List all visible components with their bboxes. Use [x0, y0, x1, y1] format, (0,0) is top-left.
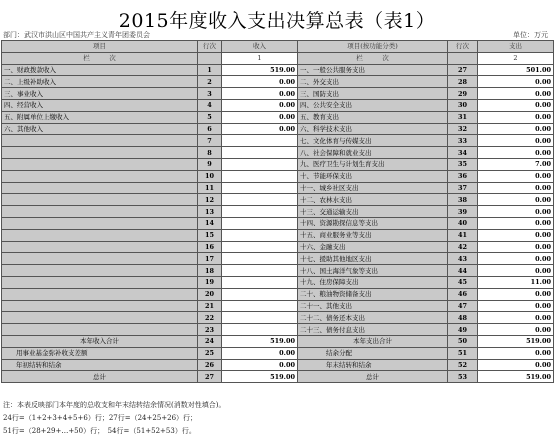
income-amount: [222, 217, 298, 229]
expense-item-label: 十三、交通运输支出: [298, 206, 448, 218]
income-line-number: 4: [198, 99, 222, 111]
income-line-number: 16: [198, 241, 222, 253]
table-row: [2, 182, 554, 194]
expense-amount: 0.00: [478, 147, 554, 159]
expense-item-label: 一、一般公共服务支出: [298, 64, 448, 76]
total-row: [2, 347, 554, 359]
expense-amount: 0.00: [478, 359, 554, 371]
income-item-label: [2, 194, 198, 206]
expense-amount: 0.00: [478, 253, 554, 265]
total-row: [2, 335, 554, 347]
expense-line-number: 48: [448, 312, 478, 324]
table-row: [2, 111, 554, 123]
expense-item-label: 六、科学技术支出: [298, 123, 448, 135]
income-line-number: 10: [198, 170, 222, 182]
income-line-number: 15: [198, 229, 222, 241]
expense-line-number: 41: [448, 229, 478, 241]
table-row: [2, 158, 554, 170]
table-row: [2, 206, 554, 218]
table-row: [2, 170, 554, 182]
expense-amount: 0.00: [478, 312, 554, 324]
expense-item-label: 八、社会保障和就业支出: [298, 147, 448, 159]
income-line-number: 7: [198, 135, 222, 147]
table-row: [2, 276, 554, 288]
expense-line-number: 53: [448, 371, 478, 383]
income-line-number: 25: [198, 347, 222, 359]
income-line-number: 24: [198, 335, 222, 347]
income-item-label: [2, 241, 198, 253]
income-item-label: 总计: [2, 371, 198, 383]
expense-line-number: 27: [448, 64, 478, 76]
table-row: [2, 253, 554, 265]
table-subheader-row: [2, 52, 554, 64]
expense-item-label: 结余分配: [298, 347, 448, 359]
expense-item-label: 三、国防支出: [298, 88, 448, 100]
income-item-label: [2, 206, 198, 218]
expense-line-number: 34: [448, 147, 478, 159]
income-amount: 519.00: [222, 64, 298, 76]
subheader-col-expense: 栏 次: [298, 52, 448, 64]
income-line-number: 26: [198, 359, 222, 371]
subheader-blank: [198, 52, 222, 64]
expense-line-number: 33: [448, 135, 478, 147]
table-row: [2, 312, 554, 324]
income-line-number: 20: [198, 288, 222, 300]
table-row: [2, 217, 554, 229]
income-line-number: 3: [198, 88, 222, 100]
income-amount: [222, 229, 298, 241]
income-item-label: 年初结转和结余: [2, 359, 198, 371]
table-row: [2, 123, 554, 135]
income-item-label: 五、附属单位上缴收入: [2, 111, 198, 123]
subheader-blank-expense: [448, 52, 478, 64]
income-line-number: 17: [198, 253, 222, 265]
expense-item-label: 十九、住房保障支出: [298, 276, 448, 288]
expense-item-label: 十七、援助其他地区支出: [298, 253, 448, 265]
table-row: [2, 64, 554, 76]
table-row: [2, 194, 554, 206]
footnote-line: 51行=（28+29+…+50）行； 54行=（51+52+53）行。: [3, 427, 196, 435]
expense-amount: 0.00: [478, 88, 554, 100]
expense-item-label: 二十三、债务付息支出: [298, 324, 448, 336]
expense-amount: 0.00: [478, 347, 554, 359]
expense-item-label: 十四、资源勘探信息等支出: [298, 217, 448, 229]
expense-amount: 0.00: [478, 123, 554, 135]
income-amount: 0.00: [222, 99, 298, 111]
table-row: [2, 147, 554, 159]
expense-line-number: 49: [448, 324, 478, 336]
expense-line-number: 52: [448, 359, 478, 371]
expense-amount: 0.00: [478, 111, 554, 123]
expense-line-number: 51: [448, 347, 478, 359]
expense-item-label: 二、外交支出: [298, 76, 448, 88]
income-item-label: [2, 312, 198, 324]
income-line-number: 11: [198, 182, 222, 194]
expense-item-label: 二十一、其他支出: [298, 300, 448, 312]
table-row: [2, 135, 554, 147]
header-item-expense: 项目(按功能分类): [298, 41, 448, 53]
income-line-number: 19: [198, 276, 222, 288]
department-label: 部门：武汉市洪山区中国共产主义青年团委员会: [3, 31, 150, 39]
income-amount: [222, 324, 298, 336]
income-item-label: [2, 265, 198, 277]
income-item-label: [2, 300, 198, 312]
income-amount: [222, 170, 298, 182]
expense-item-label: 年末结转和结余: [298, 359, 448, 371]
expense-amount: 0.00: [478, 206, 554, 218]
income-item-label: [2, 170, 198, 182]
income-line-number: 18: [198, 265, 222, 277]
table-row: [2, 324, 554, 336]
table-row: [2, 288, 554, 300]
expense-amount: 0.00: [478, 182, 554, 194]
income-amount: 519.00: [222, 335, 298, 347]
expense-item-label: 总计: [298, 371, 448, 383]
income-amount: [222, 135, 298, 147]
income-line-number: 5: [198, 111, 222, 123]
income-line-number: 6: [198, 123, 222, 135]
income-amount: 0.00: [222, 123, 298, 135]
income-amount: 0.00: [222, 111, 298, 123]
table-row: [2, 265, 554, 277]
income-item-label: 本年收入合计: [2, 335, 198, 347]
expense-item-label: 二十、粮油物资储备支出: [298, 288, 448, 300]
expense-amount: 501.00: [478, 64, 554, 76]
expense-amount: 0.00: [478, 265, 554, 277]
income-item-label: 六、其他收入: [2, 123, 198, 135]
expense-item-label: 十六、金融支出: [298, 241, 448, 253]
header-item: 项目: [2, 41, 198, 53]
total-row: [2, 359, 554, 371]
income-amount: 0.00: [222, 88, 298, 100]
expense-amount: 0.00: [478, 229, 554, 241]
income-item-label: [2, 288, 198, 300]
header-income: 收入: [222, 41, 298, 53]
report-title: 2015年度收入支出决算总表（表1）: [118, 10, 436, 32]
expense-amount: 0.00: [478, 217, 554, 229]
income-amount: 0.00: [222, 359, 298, 371]
income-line-number: 14: [198, 217, 222, 229]
subheader-income-col: 1: [222, 52, 298, 64]
income-item-label: 一、财政拨款收入: [2, 64, 198, 76]
income-item-label: 用事业基金弥补收支差额: [2, 347, 198, 359]
expense-line-number: 29: [448, 88, 478, 100]
expense-amount: 0.00: [478, 288, 554, 300]
income-amount: [222, 147, 298, 159]
unit-label: 单位：万元: [513, 31, 548, 39]
income-amount: [222, 300, 298, 312]
expense-item-label: 七、文化体育与传媒支出: [298, 135, 448, 147]
header-line-expense: 行次: [448, 41, 478, 53]
expense-amount: 0.00: [478, 170, 554, 182]
expense-line-number: 47: [448, 300, 478, 312]
income-amount: 0.00: [222, 76, 298, 88]
expense-line-number: 36: [448, 170, 478, 182]
expense-line-number: 38: [448, 194, 478, 206]
income-item-label: [2, 229, 198, 241]
income-amount: [222, 206, 298, 218]
income-line-number: 1: [198, 64, 222, 76]
footnotes: [3, 399, 225, 438]
total-row: [2, 371, 554, 383]
expense-line-number: 28: [448, 76, 478, 88]
expense-item-label: 九、医疗卫生与计划生育支出: [298, 158, 448, 170]
expense-line-number: 42: [448, 241, 478, 253]
table-row: [2, 76, 554, 88]
table-row: [2, 300, 554, 312]
expense-line-number: 40: [448, 217, 478, 229]
income-item-label: 二、上级补助收入: [2, 76, 198, 88]
subheader-expense-col: 2: [478, 52, 554, 64]
income-amount: [222, 265, 298, 277]
income-item-label: [2, 253, 198, 265]
expense-item-label: 二十二、债务还本支出: [298, 312, 448, 324]
header-line: 行次: [198, 41, 222, 53]
expense-item-label: 四、公共安全支出: [298, 99, 448, 111]
table-row: [2, 99, 554, 111]
expense-amount: 0.00: [478, 300, 554, 312]
expense-line-number: 43: [448, 253, 478, 265]
income-item-label: [2, 276, 198, 288]
subheader-col: 栏 次: [2, 52, 198, 64]
expense-line-number: 46: [448, 288, 478, 300]
expense-amount: 7.00: [478, 158, 554, 170]
expense-line-number: 45: [448, 276, 478, 288]
expense-amount: 11.00: [478, 276, 554, 288]
income-line-number: 9: [198, 158, 222, 170]
income-item-label: [2, 182, 198, 194]
expense-amount: 0.00: [478, 76, 554, 88]
expense-amount: 0.00: [478, 194, 554, 206]
income-expense-table: [1, 40, 554, 383]
income-amount: [222, 253, 298, 265]
income-line-number: 27: [198, 371, 222, 383]
expense-line-number: 44: [448, 265, 478, 277]
expense-line-number: 50: [448, 335, 478, 347]
income-item-label: [2, 147, 198, 159]
expense-item-label: 十八、国土海洋气象等支出: [298, 265, 448, 277]
expense-amount: 0.00: [478, 324, 554, 336]
income-item-label: 四、经营收入: [2, 99, 198, 111]
expense-item-label: 十五、商业服务业等支出: [298, 229, 448, 241]
expense-item-label: 十一、城乡社区支出: [298, 182, 448, 194]
income-amount: [222, 194, 298, 206]
income-line-number: 8: [198, 147, 222, 159]
expense-item-label: 十二、农林水支出: [298, 194, 448, 206]
income-item-label: 三、事业收入: [2, 88, 198, 100]
footnote-line: 注：本表反映部门本年度的总收支和年末结转结余情况(消数对性填合)。: [3, 401, 226, 409]
table-row: [2, 229, 554, 241]
income-line-number: 13: [198, 206, 222, 218]
income-amount: 0.00: [222, 347, 298, 359]
header-expense: 支出: [478, 41, 554, 53]
expense-item-label: 本年支出合计: [298, 335, 448, 347]
income-amount: 519.00: [222, 371, 298, 383]
expense-line-number: 35: [448, 158, 478, 170]
expense-line-number: 30: [448, 99, 478, 111]
income-line-number: 12: [198, 194, 222, 206]
income-amount: [222, 276, 298, 288]
income-item-label: [2, 135, 198, 147]
income-line-number: 21: [198, 300, 222, 312]
income-line-number: 23: [198, 324, 222, 336]
income-item-label: [2, 158, 198, 170]
expense-amount: 0.00: [478, 135, 554, 147]
income-item-label: [2, 324, 198, 336]
expense-line-number: 37: [448, 182, 478, 194]
expense-amount: 0.00: [478, 241, 554, 253]
income-line-number: 2: [198, 76, 222, 88]
income-amount: [222, 158, 298, 170]
expense-line-number: 39: [448, 206, 478, 218]
expense-item-label: 十、节能环保支出: [298, 170, 448, 182]
income-amount: [222, 182, 298, 194]
table-row: [2, 88, 554, 100]
income-line-number: 22: [198, 312, 222, 324]
income-amount: [222, 288, 298, 300]
income-amount: [222, 312, 298, 324]
expense-amount: 519.00: [478, 335, 554, 347]
expense-line-number: 32: [448, 123, 478, 135]
table-header-row: [2, 41, 554, 53]
expense-item-label: 五、教育支出: [298, 111, 448, 123]
income-amount: [222, 241, 298, 253]
income-item-label: [2, 217, 198, 229]
footnote-line: 24行=（1+2+3+4+5+6）行；27行=（24+25+26）行；: [3, 414, 198, 422]
table-row: [2, 241, 554, 253]
expense-line-number: 31: [448, 111, 478, 123]
expense-amount: 519.00: [478, 371, 554, 383]
expense-amount: 0.00: [478, 99, 554, 111]
